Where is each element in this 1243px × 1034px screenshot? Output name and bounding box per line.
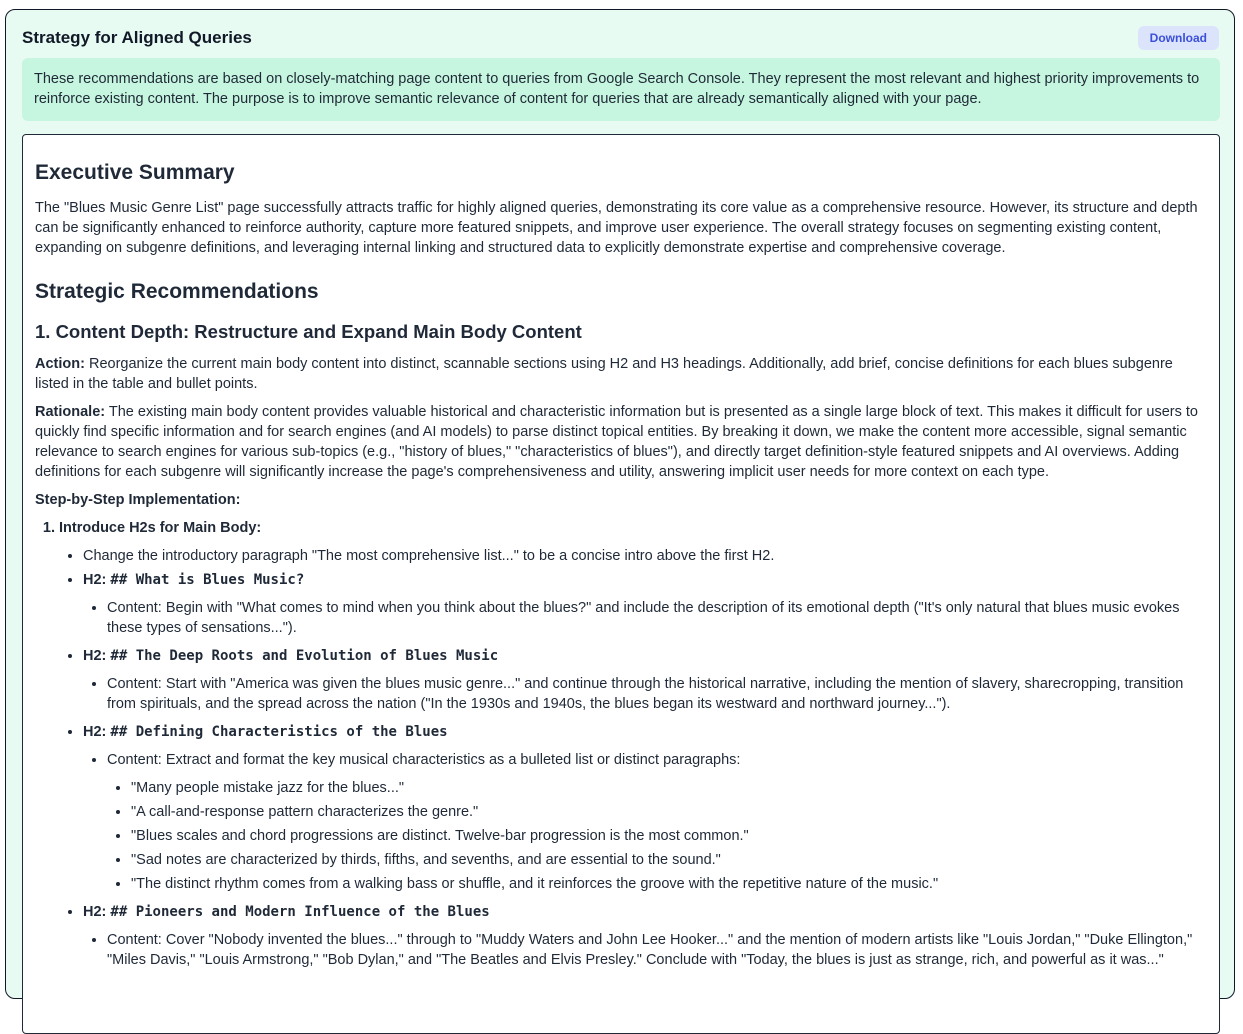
implementation-steps: [35, 518, 1207, 538]
info-banner: These recommendations are based on closely-matching page content to queries from Google Search Console. They represent the most relevant and highest priority improvements to reinforce existing content. The purpose is to improve semantic relevance of content for queries that are already semantically aligned with your page.: [22, 58, 1220, 121]
list-item: [83, 722, 1207, 894]
section-1-heading: 1. Content Depth: Restructure and Expand Main Body Content: [35, 321, 582, 342]
download-button[interactable]: Download: [1138, 26, 1219, 50]
list-item: • "Sad notes are characterized by thirds, fifths, and sevenths, and are essential to the sound.": [131, 850, 1207, 870]
report-content[interactable]: [22, 134, 1220, 1034]
list-item: [107, 750, 1207, 894]
list-5: [83, 930, 1207, 970]
list-3: [83, 750, 1207, 894]
list-item: [83, 546, 1207, 566]
rationale-paragraph: [35, 402, 1207, 482]
h2-code: ## The Deep Roots and Evolution of Blues Music: [110, 648, 499, 664]
list-item: • "Many people mistake jazz for the blues...": [131, 778, 1207, 798]
list-item: [83, 902, 1207, 970]
list-item: • "A call-and-response pattern characterizes the genre.": [131, 802, 1207, 822]
h2-prefix: H2:: [83, 648, 107, 664]
executive-summary-text: The "Blues Music Genre List" page successfully attracts traffic for highly aligned queries, demonstrating its core value as a comprehensive resource. However, its structure and depth can be significantly enhanced to reinforce authority, capture more featured snippets, and improve user experience. The overall strategy focuses on segmenting existing content, expanding on subgenre definitions, and leveraging internal linking and structured data to explicitly demonstrate expertise and comprehensive coverage.: [35, 200, 1198, 256]
h2-prefix: H2:: [83, 904, 107, 920]
content-text: Content: Start with "America was given the blues music genre..." and continue through the historical narrative, including the mention of slavery, sharecropping, transition from spirituals, and the spread across the nation ("In the 1930s and 1940s, the blues began its westward and northward journey...").: [107, 676, 1184, 712]
panel-title: Strategy for Aligned Queries: [22, 28, 252, 47]
content-text: Content: Extract and format the key musical characteristics as a bulleted list or distinct paragraphs:: [107, 752, 741, 768]
action-label: Action:: [35, 356, 85, 372]
list-item: [83, 570, 1207, 638]
h2-code: ## Defining Characteristics of the Blues: [110, 724, 448, 740]
h2-prefix: H2:: [83, 724, 107, 740]
step-1: [59, 518, 1207, 538]
strategy-panel: [5, 9, 1235, 999]
h2-outline-list: [35, 546, 1207, 970]
h2-prefix: H2:: [83, 572, 107, 588]
content-text: Content: Cover "Nobody invented the blues..." through to "Muddy Waters and John Lee Hooker..." and the mention of modern artists like "Louis Jordan," "Duke Ellington," "Miles Davis," "Louis Armstrong," "Bob Dylan," and "The Beatles and Elvis Presley." Conclude with "Today, the blues is just as strange, rich, and powerful as it was...": [107, 932, 1193, 968]
list-item: [107, 674, 1207, 714]
rationale-label: Rationale:: [35, 404, 106, 420]
action-paragraph: [35, 354, 1207, 394]
h2-code: ## What is Blues Music?: [110, 572, 305, 588]
list-item: [107, 598, 1207, 638]
intro-bullet-text: Change the introductory paragraph "The most comprehensive list..." to be a concise intro above the first H2.: [83, 548, 775, 564]
list-item: • "Blues scales and chord progressions are distinct. Twelve-bar progression is the most common.": [131, 826, 1207, 846]
action-text: Reorganize the current main body content into distinct, scannable sections using H2 and H3 headings. Additionally, add brief, concise definitions for each blues subgenre listed in the table and bullet points.: [35, 356, 1173, 392]
list-2: [83, 674, 1207, 714]
list-item: • "The distinct rhythm comes from a walking bass or shuffle, and it reinforces the groove with the repetitive nature of the music.": [131, 874, 1207, 894]
list-item: [83, 646, 1207, 714]
list: [83, 598, 1207, 638]
list-4: [107, 778, 1207, 894]
steps-label: Step-by-Step Implementation:: [35, 492, 241, 508]
h2-code: ## Pioneers and Modern Influence of the Blues: [110, 904, 490, 920]
list-item: [107, 930, 1207, 970]
strategic-recommendations-heading: Strategic Recommendations: [35, 280, 319, 303]
content-text: Content: Begin with "What comes to mind when you think about the blues?" and include the description of its emotional depth ("It's only natural that blues music evokes these types of sensations...").: [107, 600, 1180, 636]
executive-summary-heading: Executive Summary: [35, 161, 235, 184]
step-1-label: Introduce H2s for Main Body:: [59, 520, 262, 536]
rationale-text: The existing main body content provides valuable historical and characteristic information but is presented as a single large block of text. This makes it difficult for users to quickly find specific information and for search engines (and AI models) to parse distinct topical entities. By breaking it down, we make the content more accessible, signal semantic relevance to search engines for various sub-topics (e.g., "history of blues," "characteristics of blues"), and directly target definition-style featured snippets and AI overviews. Adding definitions for each subgenre will significantly increase the page's comprehensiveness and utility, answering implicit user needs for more context on each type.: [35, 404, 1198, 480]
